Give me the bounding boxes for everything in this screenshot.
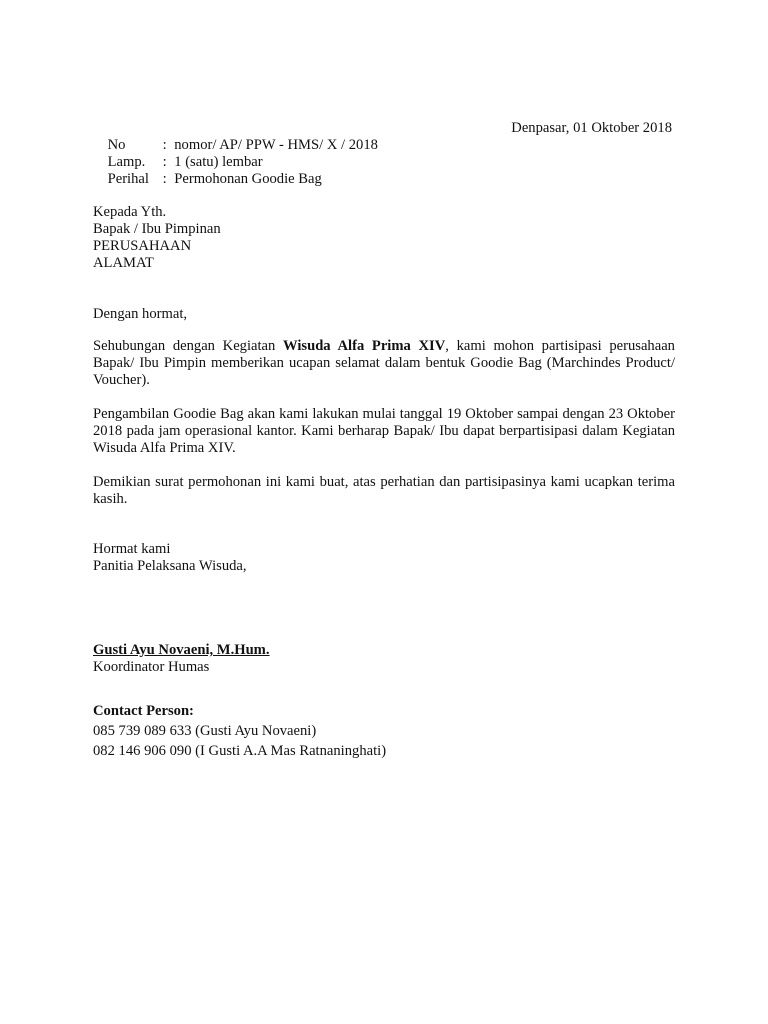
subject-value: Permohonan Goodie Bag <box>174 171 322 187</box>
paragraph-2: Pengambilan Goodie Bag akan kami lakukan mulai tanggal 19 Oktober sampai dengan 23 Oktober 2018 pada jam operasional kantor. Kami berharap Bapak/ Ibu dapat berpartisipasi dalam Kegiatan Wisuda Alfa Prima XIV. <box>93 406 675 456</box>
paragraph-3: Demikian surat permohonan ini kami buat, atas perhatian dan partisipasinya kami ucapkan terima kasih. <box>93 474 675 507</box>
recipient-title: Bapak / Ibu Pimpinan <box>93 221 221 237</box>
signatory-block <box>93 642 675 676</box>
signatory-name: Gusti Ayu Novaeni, M.Hum. <box>93 642 270 658</box>
closing-line-1: Hormat kami <box>93 541 171 557</box>
letter-number-row <box>93 120 378 153</box>
contact-block <box>93 701 675 761</box>
recipient-company: PERUSAHAAN <box>93 238 192 254</box>
subject-row <box>93 154 322 187</box>
contact-phone-2: 082 146 906 090 (I Gusti A.A Mas Ratnaninghati) <box>93 743 387 759</box>
paragraph-1-lead: Sehubungan dengan Kegiatan <box>93 338 284 354</box>
signatory-title: Koordinator Humas <box>93 659 210 675</box>
letter-number-value: nomor/ AP/ PPW - HMS/ X / 2018 <box>174 137 378 153</box>
closing-block <box>93 541 675 575</box>
letter-number-label: No <box>107 137 126 153</box>
letter-date: Denpasar, 01 Oktober 2018 <box>511 120 672 136</box>
attachment-label: Lamp. <box>107 154 146 170</box>
closing-line-2: Panitia Pelaksana Wisuda, <box>93 558 247 574</box>
attachment-separator: : <box>162 154 167 170</box>
recipient-greeting: Kepada Yth. <box>93 204 167 220</box>
paragraph-1 <box>93 338 675 389</box>
paragraph-1-rest: , kami mohon partisipasi perusahaan Bapak/ Ibu Pimpin memberikan ucapan selamat dalam bentuk Goodie Bag (Marchindes Product/ Voucher). <box>93 338 675 388</box>
salutation <box>93 306 675 323</box>
contact-heading: Contact Person: <box>93 703 194 719</box>
event-name: Wisuda Alfa Prima XIV <box>283 338 446 354</box>
contact-phone-1: 085 739 089 633 (Gusti Ayu Novaeni) <box>93 723 317 739</box>
recipient-block <box>93 204 675 272</box>
attachment-value: 1 (satu) lembar <box>174 154 263 170</box>
letter-number-separator: : <box>162 137 167 153</box>
salutation-text: Dengan hormat, <box>93 306 188 322</box>
subject-label: Perihal <box>107 171 149 187</box>
subject-separator: : <box>162 171 167 187</box>
attachment-row <box>93 137 263 170</box>
recipient-address: ALAMAT <box>93 255 154 271</box>
